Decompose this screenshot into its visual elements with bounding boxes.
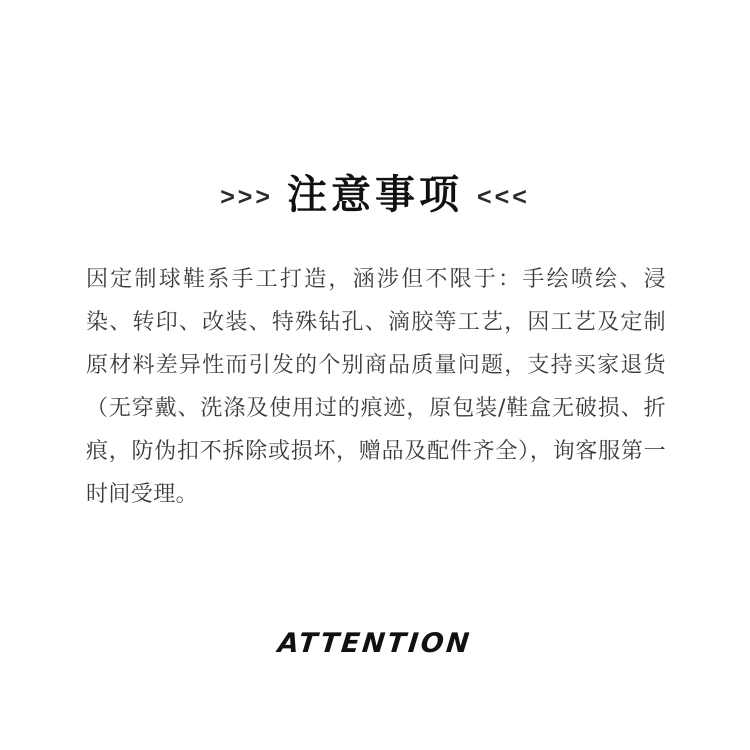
footer-wordmark-text: ATTENTION (276, 628, 474, 659)
page-title: 注意事项 (287, 172, 463, 218)
heading-right-marker-icon: <<< (477, 182, 530, 211)
heading-left-marker-icon: >>> (220, 182, 273, 211)
notice-paragraph: 因定制球鞋系手工打造，涵涉但不限于：手绘喷绘、浸染、转印、改装、特殊钻孔、滴胶等工艺，因工艺及定制原材料差异性而引发的个别商品质量问题，支持买家退货（无穿戴、洗涤及使用过的痕迹，原包装/鞋盒无破损、折痕，防伪扣不拆除或损坏，赠品及配件齐全），询客服第一时间受理。 (86, 267, 666, 507)
footer-wordmark (0, 628, 750, 659)
page-heading (0, 172, 750, 218)
notice-body (86, 258, 666, 516)
